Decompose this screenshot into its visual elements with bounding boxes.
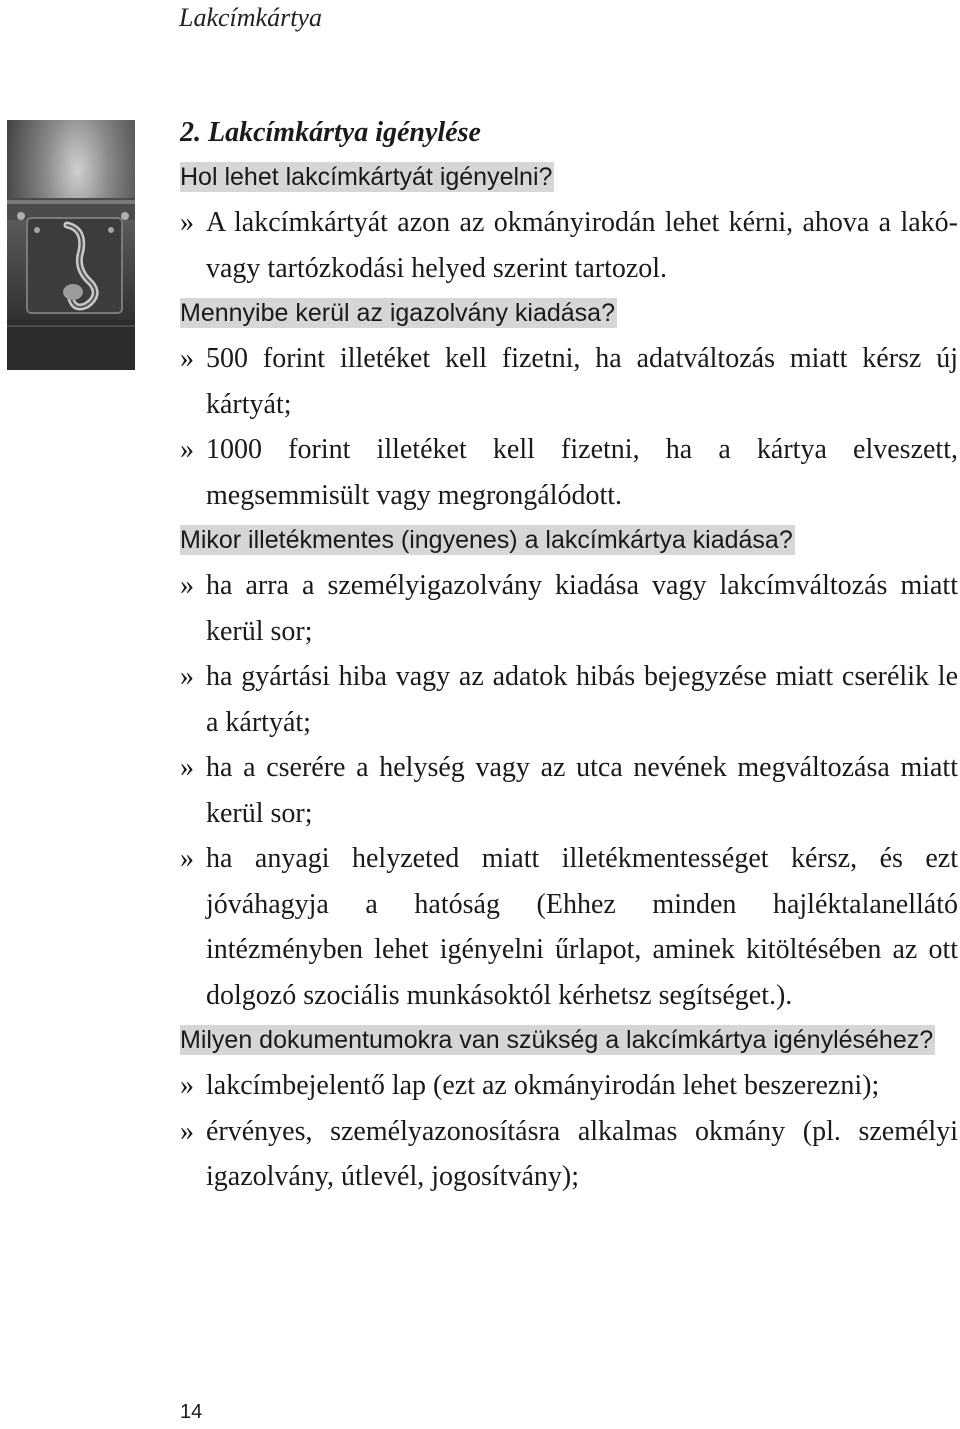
bullet-marker: »	[180, 843, 194, 874]
running-header: Lakcímkártya	[179, 3, 322, 32]
answer-item: » lakcímbejelentő lap (ezt az okmányirodán lehet beszerezni);	[180, 1063, 958, 1109]
chest-latch-photo	[7, 120, 135, 370]
section-title: 2. Lakcímkártya igénylése	[180, 117, 481, 148]
qa-block	[180, 518, 958, 1018]
answer-item: » 500 forint illetéket kell fizetni, ha adatváltozás miatt kérsz új kártyát;	[180, 336, 958, 427]
bullet-marker: »	[180, 661, 194, 692]
answer-item: » 1000 forint illetéket kell fizetni, ha a kártya elveszett, megsemmisült vagy megrongálódott.	[180, 427, 958, 518]
answer-item: » érvényes, személyazonosításra alkalmas okmány (pl. személyi igazolvány, útlevél, jogosítvány);	[180, 1109, 958, 1200]
bullet-marker: »	[180, 434, 194, 465]
page-number: 14	[180, 1401, 203, 1423]
qa-block	[180, 291, 958, 518]
bullet-marker: »	[180, 1070, 194, 1101]
answer-item: » ha gyártási hiba vagy az adatok hibás bejegyzése miatt cserélik le a kártyát;	[180, 654, 958, 745]
bullet-marker: »	[180, 207, 194, 238]
answer-item: » ha anyagi helyzeted miatt illetékmentességet kérsz, és ezt jóváhagyja a hatóság (Ehhez minden hajléktalanellátó intézményben lehet igényelni űrlapot, aminek kitöltésében az ott dolgozó szociális munkásoktól kérhetsz segítséget.).	[180, 836, 958, 1018]
bullet-marker: »	[180, 1115, 194, 1147]
question: Mikor illetékmentes (ingyenes) a lakcímkártya kiadása?	[180, 526, 793, 554]
qa-block	[180, 155, 958, 291]
bullet-marker: »	[180, 343, 194, 374]
answer-item: » A lakcímkártyát azon az okmányirodán lehet kérni, ahova a lakó- vagy tartózkodási helyed szerint tartozol.	[180, 200, 958, 291]
answer-item: » ha arra a személyigazolvány kiadása vagy lakcímváltozás miatt kerül sor;	[180, 563, 958, 654]
question: Milyen dokumentumokra van szükség a lakcímkártya igényléséhez?	[180, 1026, 934, 1054]
question: Mennyibe kerül az igazolvány kiadása?	[180, 299, 615, 327]
qa-block	[180, 1018, 958, 1200]
main-content	[180, 111, 958, 1200]
question: Hol lehet lakcímkártyát igényelni?	[180, 163, 553, 191]
bullet-marker: »	[180, 752, 194, 783]
bullet-marker: »	[180, 570, 194, 601]
answer-item: » ha a cserére a helység vagy az utca nevének megváltozása miatt kerül sor;	[180, 745, 958, 836]
